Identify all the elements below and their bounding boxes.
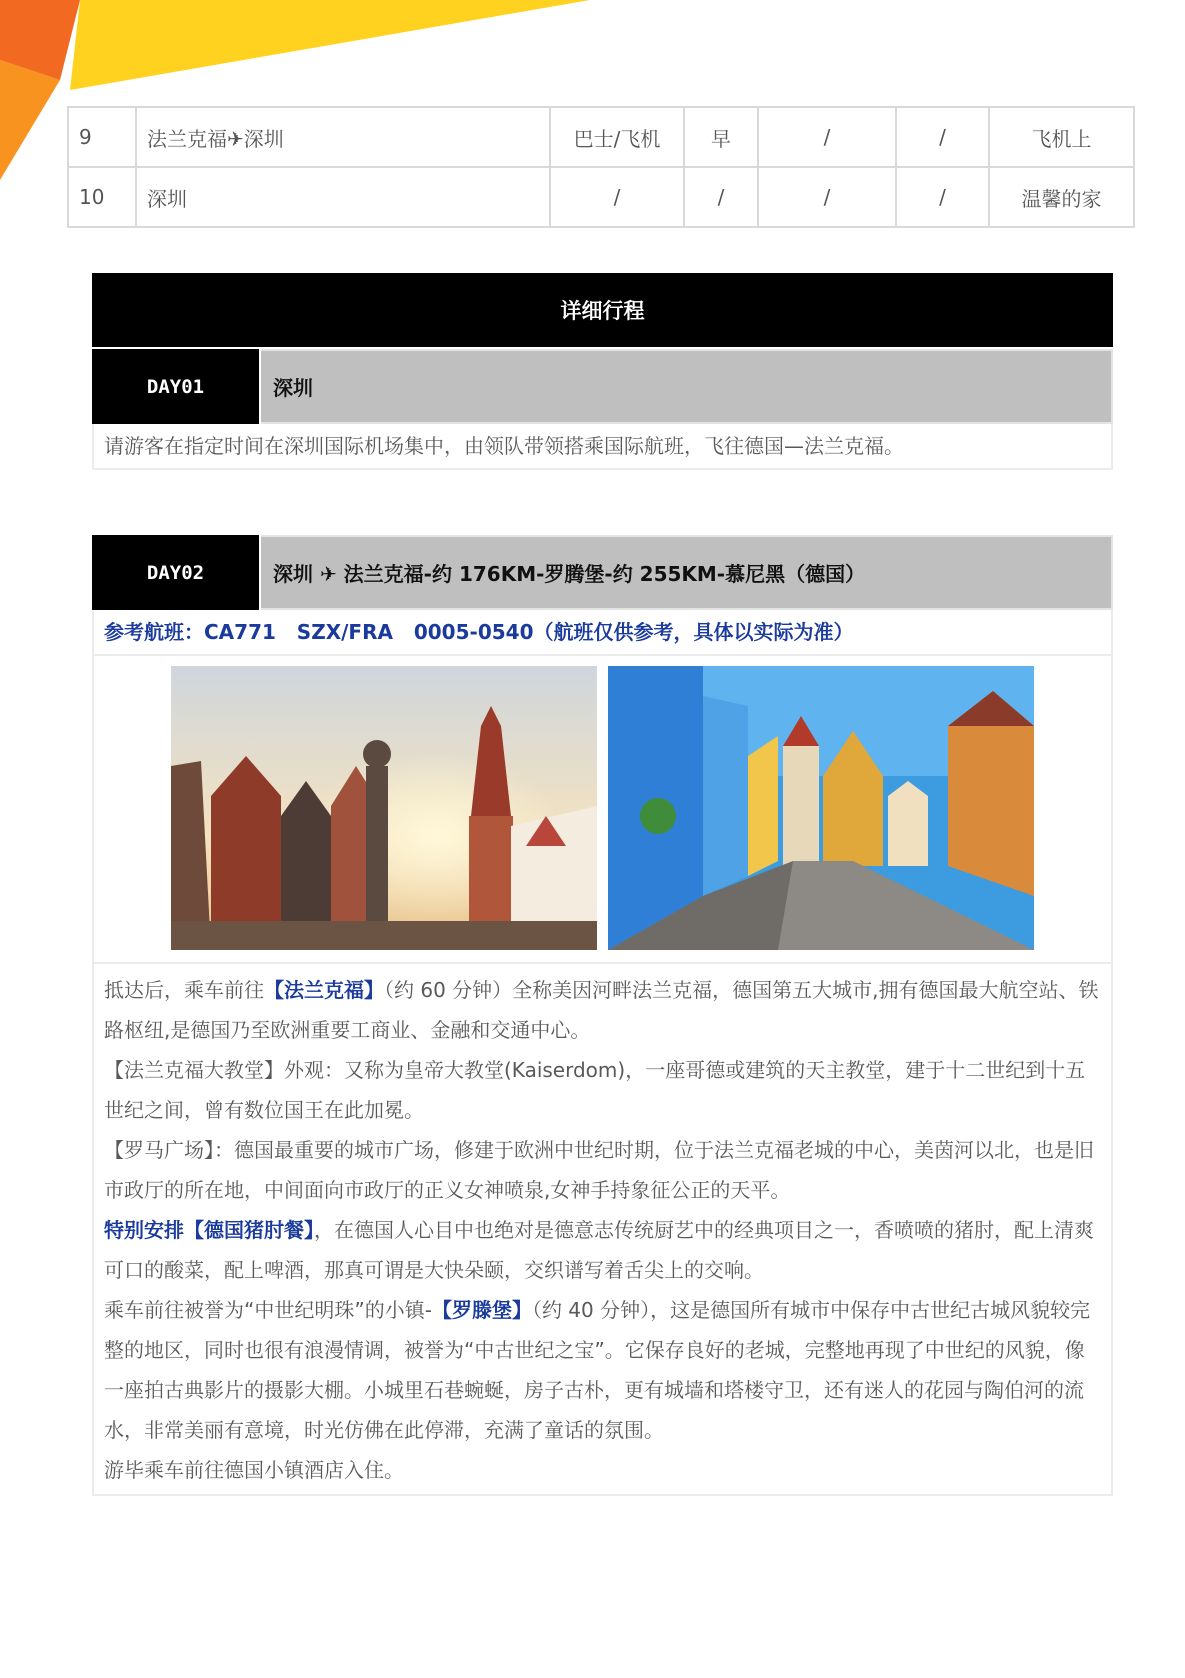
day2-description: [94, 964, 1111, 1494]
itinerary-summary-table: [67, 106, 1135, 228]
day2-body: [92, 610, 1113, 1496]
paragraph-roemerberg: 【罗马广场】：德国最重要的城市广场，修建于欧洲中世纪时期，位于法兰克福老城的中心，美茵河以北，也是旧市政厅的所在地，中间面向市政厅的正义女神喷泉,女神手持象征公正的天平。: [104, 1138, 1094, 1202]
transport: /: [550, 167, 684, 227]
paragraph-frankfurt: [104, 970, 1101, 1050]
day1-header: [92, 349, 1113, 424]
table-row: [68, 167, 1134, 227]
hotel: 温馨的家: [989, 167, 1134, 227]
transport: 巴士/飞机: [550, 107, 684, 167]
dinner: /: [896, 107, 989, 167]
flight-info: 参考航班：CA771 SZX/FRA 0005-0540（航班仅供参考，具体以实际为准）: [94, 610, 1111, 656]
text-span: （约 60 分钟）全称美因河畔法兰克福，德国第五大城市,拥有德国最大航空站、铁路枢纽,是德国乃至欧洲重要工商业、金融和交通中心。: [104, 978, 1099, 1042]
dinner: /: [896, 167, 989, 227]
frankfurt-square-photo: [171, 666, 597, 950]
lunch: /: [758, 107, 896, 167]
day2-header: [92, 535, 1113, 610]
highlight-frankfurt: 【法兰克福】: [264, 978, 384, 1002]
day1-label: DAY01: [92, 349, 259, 424]
day1-body: [92, 424, 1113, 470]
highlight-rothenburg: 【罗滕堡】: [431, 1298, 532, 1322]
day-number: 10: [68, 167, 136, 227]
paragraph-cathedral: 【法兰克福大教堂】外观：又称为皇帝大教堂(Kaiserdom)，一座哥德或建筑的天主教堂，建于十二世纪到十五世纪之间，曾有数位国王在此加冕。: [104, 1058, 1086, 1122]
paragraph-rothenburg: [104, 1290, 1101, 1450]
text-span: 抵达后，乘车前往: [104, 978, 264, 1002]
day-number: 9: [68, 107, 136, 167]
text-span: ，在德国人心目中也绝对是德意志传统厨艺中的经典项目之一，香喷喷的猪肘，配上清爽可口的酸菜，配上啤酒，那真可谓是大快朵颐，交织谱写着舌尖上的交响。: [104, 1218, 1094, 1282]
detail-header: 详细行程: [92, 273, 1113, 347]
paragraph-hotel: 游毕乘车前往德国小镇酒店入住。: [104, 1458, 404, 1482]
table-row: [68, 107, 1134, 167]
photo-strip: [94, 656, 1111, 964]
text-span: （约 40 分钟），这是德国所有城市中保存中古世纪古城风貌较完整的地区，同时也很有浪漫情调，被誉为“中古世纪之宝”。它保存良好的老城，完整地再现了中世纪的风貌，像一座拍古典影片的摄影大棚。小城里石巷蜿蜒，房子古朴，更有城墙和塔楼守卫，还有迷人的花园与陶伯河的流水，非常美丽有意境，时光仿佛在此停滞，充满了童话的氛围。: [104, 1298, 1091, 1442]
paragraph-pork-knuckle: [104, 1210, 1101, 1290]
breakfast: /: [684, 167, 758, 227]
breakfast: 早: [684, 107, 758, 167]
highlight-pork-knuckle: 特别安排【德国猪肘餐】: [104, 1218, 314, 1242]
day1-text: 请游客在指定时间在深圳国际机场集中，由领队带领搭乘国际航班，飞往德国—法兰克福。: [104, 434, 904, 458]
day2-label: DAY02: [92, 535, 259, 610]
hotel: 飞机上: [989, 107, 1134, 167]
lunch: /: [758, 167, 896, 227]
rothenburg-street-photo: [608, 666, 1034, 950]
day2-title: 深圳 ✈ 法兰克福-约 176KM-罗腾堡-约 255KM-慕尼黑（德国）: [261, 535, 1113, 610]
route: 深圳: [136, 167, 550, 227]
text-span: 乘车前往被誉为“中世纪明珠”的小镇-: [104, 1298, 432, 1322]
day1-title: 深圳: [261, 349, 1113, 424]
route: 法兰克福✈深圳: [136, 107, 550, 167]
